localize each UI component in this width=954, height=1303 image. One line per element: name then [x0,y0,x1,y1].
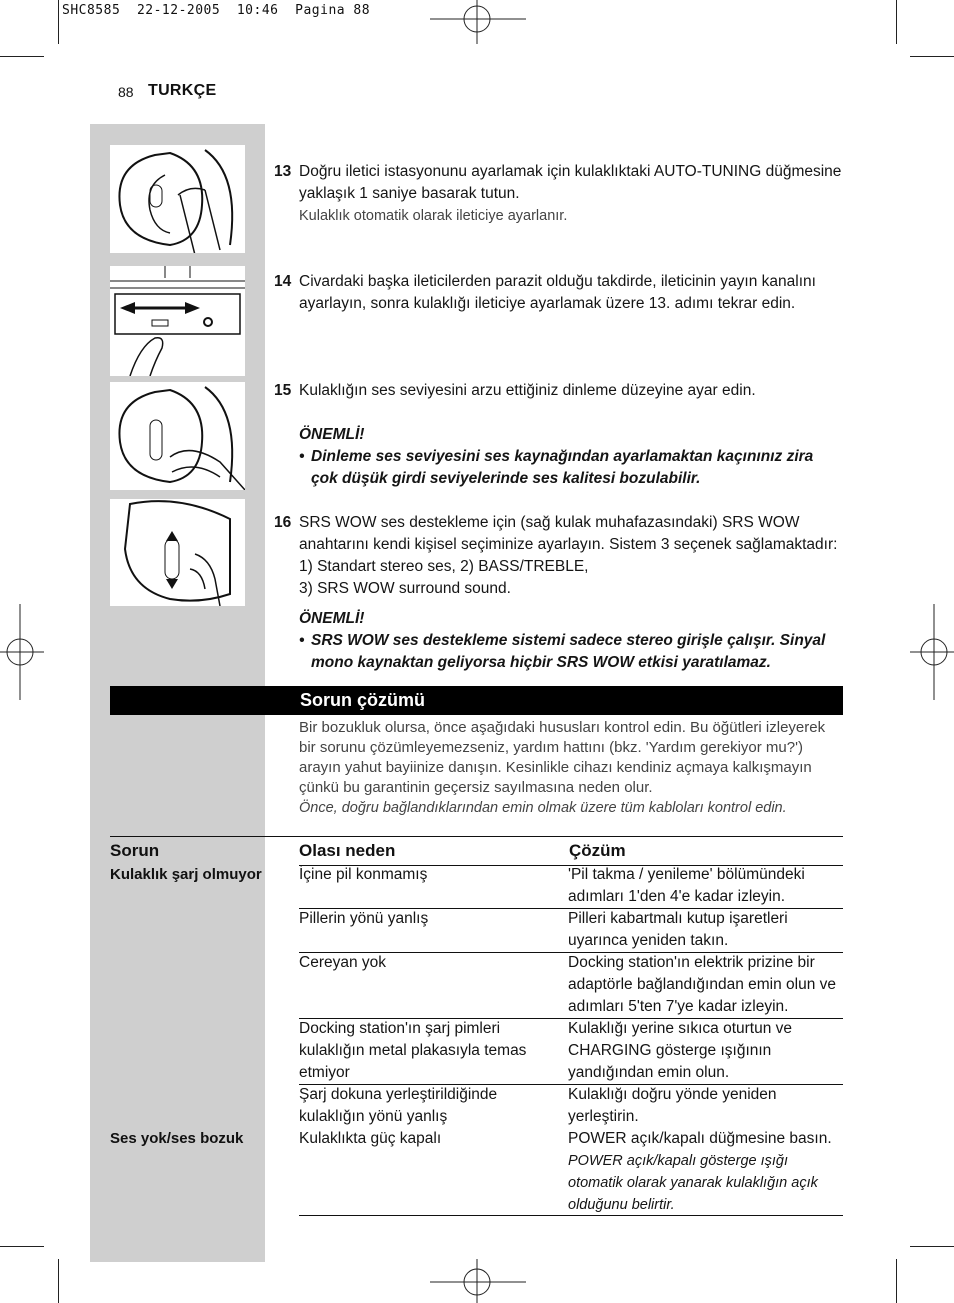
step-13 [274,161,844,227]
bullet-icon: • [299,632,305,649]
registration-mark-left [0,604,44,700]
important-label: ÖNEMLİ! [299,426,365,443]
cause-cell: Docking station'ın şarj pimleri kulaklığın metal plakasıyla temas etmiyor [299,1020,527,1081]
cause-cell: Cereyan yok [299,954,387,971]
step-text: SRS WOW ses destekleme için (sağ kulak muhafazasındaki) SRS WOW anahtarını kendi kişisel seçiminize ayarlayın. Sistem 3 seçenek sağlamaktadır: 1) Standart stereo ses, 2) BASS/TREBLE, [299,514,838,575]
step-note: Kulaklık otomatik olarak ileticiye ayarlanır. [299,208,568,224]
registration-mark-top [430,0,526,44]
solution-cell: Docking station'ın elektrik prizine bir adaptörle bağlandığından emin olun ve adımları 5'ten 7'ye kadar izleyin. [568,954,837,1015]
cause-cell: Kulaklıkta güç kapalı [299,1130,442,1147]
page-number: 88 [118,84,134,100]
cause-cell: Şarj dokuna yerleştirildiğinde kulaklığın yönü yanlış [299,1086,498,1125]
cause-cell: İçine pil konmamış [299,866,428,883]
section-title: Sorun çözümü [300,690,425,710]
intro-italic-text: Önce, doğru bağlandıklarından emin olmak üzere tüm kabloları kontrol edin. [299,800,787,816]
problem-cell: Ses yok/ses bozuk [110,1130,244,1147]
headphone-volume-illustration [110,382,245,490]
print-slug: SHC8585 22-12-2005 10:46 Pagina 88 [62,3,371,18]
important-text: SRS WOW ses destekleme sistemi sadece stereo girişle çalışır. Sinyal mono kaynaktan geliyorsa hiçbir SRS WOW etkisi yaratılamaz. [311,632,826,671]
registration-mark-bottom [430,1259,526,1303]
step-text: Doğru iletici istasyonunu ayarlamak için kulaklıktaki AUTO-TUNING düğmesine yaklaşık 1 saniye basarak tutun. [299,163,842,202]
intro-text: Bir bozukluk olursa, önce aşağıdaki hususları kontrol edin. Bu öğütleri izleyerek bir sorunu çözümleyemezseniz, yardım hattını (bkz. 'Yardım gerekiyor mu?') arayın yahut bayiinize danışın. Kesinlikle cihazı kendiniz açmaya kalkışmayın çünkü bu garantinin geçersiz sayılmasına neden olur. [299,719,826,796]
solution-cell: Kulaklığı yerine sıkıca oturtun ve CHARGING gösterge ışığının yandığından emin olun. [568,1020,793,1081]
section-intro [299,718,844,818]
step-text: Kulaklığın ses seviyesini arzu ettiğiniz dinleme düzeyine ayar edin. [299,382,756,399]
solution-italic-text: POWER açık/kapalı gösterge ışığı otomatik olarak yanarak kulaklığın açık olduğunu belirtir. [568,1153,818,1213]
bullet-icon: • [299,448,305,465]
important-text: Dinleme ses seviyesini ses kaynağından ayarlamaktan kaçınınız zira çok düşük girdi seviyelerinde ses kalitesi bozulabilir. [311,448,814,487]
headphone-srs-wow-illustration [110,499,245,606]
section-title-bar [110,686,843,715]
solution-text: POWER açık/kapalı düğmesine basın. [568,1130,832,1147]
column-header-cause: Olası neden [299,841,396,860]
cause-cell: Pillerin yönü yanlış [299,910,429,927]
language-heading: TURKÇE [148,82,217,99]
step-number: 13 [274,163,292,180]
transmitter-channel-illustration [110,266,245,376]
registration-mark-right [910,604,954,700]
step-16 [274,512,844,674]
headphone-auto-tuning-illustration [110,145,245,253]
problem-cell: Kulaklık şarj olmuyor [110,866,262,883]
step-text: Civardaki başka ileticilerden parazit olduğu takdirde, ileticinin yayın kanalını ayarlayın, sonra kulaklığı ileticiye ayarlamak üzere 13. adımı tekrar edin. [299,273,816,312]
step-number: 14 [274,273,292,290]
solution-cell: 'Pil takma / yenileme' bölümündeki adımları 1'den 4'e kadar izleyin. [568,866,805,905]
column-header-problem: Sorun [110,841,160,860]
step-text-continued: 3) SRS WOW surround sound. [299,580,511,597]
step-number: 16 [274,514,292,531]
important-label: ÖNEMLİ! [299,610,365,627]
column-header-solution: Çözüm [569,841,626,860]
step-14 [274,271,844,315]
solution-cell [568,1128,846,1216]
step-number: 15 [274,382,292,399]
solution-cell: Kulaklığı doğru yönde yeniden yerleştirin. [568,1086,777,1125]
step-15 [274,380,844,490]
solution-cell: Pilleri kabartmalı kutup işaretleri uyarınca yeniden takın. [568,910,788,949]
